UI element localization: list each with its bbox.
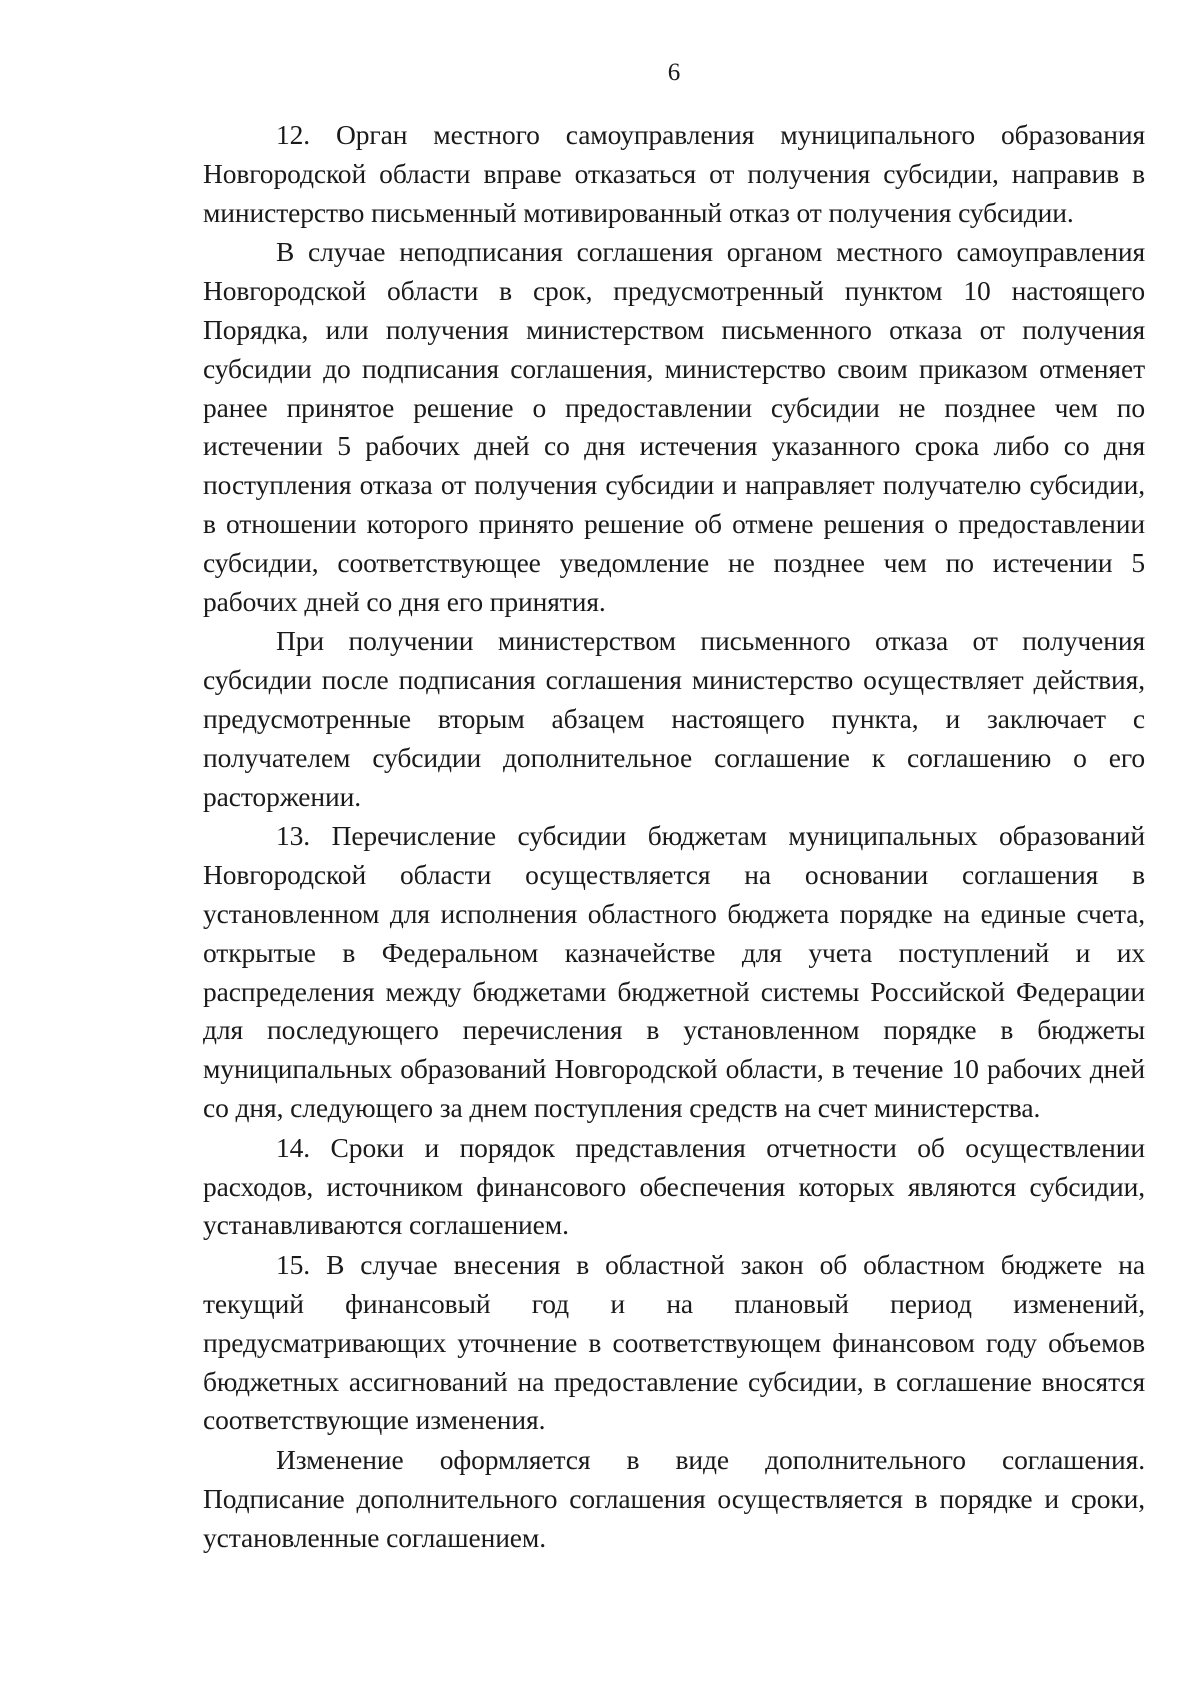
paragraph-12-refusal-case: В случае неподписания соглашения органом местного самоуправления Новгородской области в срок, предусмотренный пунктом 10 настоящего Порядка, или получения министерством письменного отказа от получения субсидии до подписания соглашения, министерство своим приказом отменяет ранее принятое решение о предоставлении субсидии не позднее чем по истечении 5 рабочих дней со дня истечения указанного срока либо со дня поступления отказа от получения субсидии и направляет получателю субсидии, в отношении которого принято решение об отмене решения о предоставлении субсидии, соответствующее уведомление не позднее чем по истечении 5 рабочих дней со дня его принятия.: [203, 236, 1145, 617]
paragraph-12-after-signing: При получении министерством письменного отказа от получения субсидии после подписания соглашения министерство осуществляет действия, предусмотренные вторым абзацем настоящего пункта, и заключает с получателем субсидии дополнительное соглашение к соглашению о его расторжении.: [203, 625, 1145, 812]
paragraph-14: 14. Сроки и порядок представления отчетности об осуществлении расходов, источником финансового обеспечения которых являются субсидии, устанавливаются соглашением.: [203, 1131, 1145, 1241]
document-body: [203, 116, 1145, 1558]
page-number: 6: [667, 59, 681, 86]
paragraph-15-amendment: Изменение оформляется в виде дополнительного соглашения. Подписание дополнительного соглашения осуществляется в порядке и сроки, установленные соглашением.: [203, 1444, 1145, 1553]
paragraph-12: 12. Орган местного самоуправления муниципального образования Новгородской области вправе отказаться от получения субсидии, направив в министерство письменный мотивированный отказ от получения субсидии.: [203, 119, 1145, 228]
paragraph-13: 13. Перечисление субсидии бюджетам муниципальных образований Новгородской области осуществляется на основании соглашения в установленном для исполнения областного бюджета порядке на единые счета, открытые в Федеральном казначействе для учета поступлений и их распределения между бюджетами бюджетной системы Российской Федерации для последующего перечисления в установленном порядке в бюджеты муниципальных образований Новгородской области, в течение 10 рабочих дней со дня, следующего за днем поступления средств на счет министерства.: [203, 820, 1145, 1123]
paragraph-15: 15. В случае внесения в областной закон об областном бюджете на текущий финансовый год и на плановый период изменений, предусматривающих уточнение в соответствующем финансовом году объемов бюджетных ассигнований на предоставление субсидии, в соглашение вносятся соответствующие изменения.: [203, 1249, 1145, 1436]
